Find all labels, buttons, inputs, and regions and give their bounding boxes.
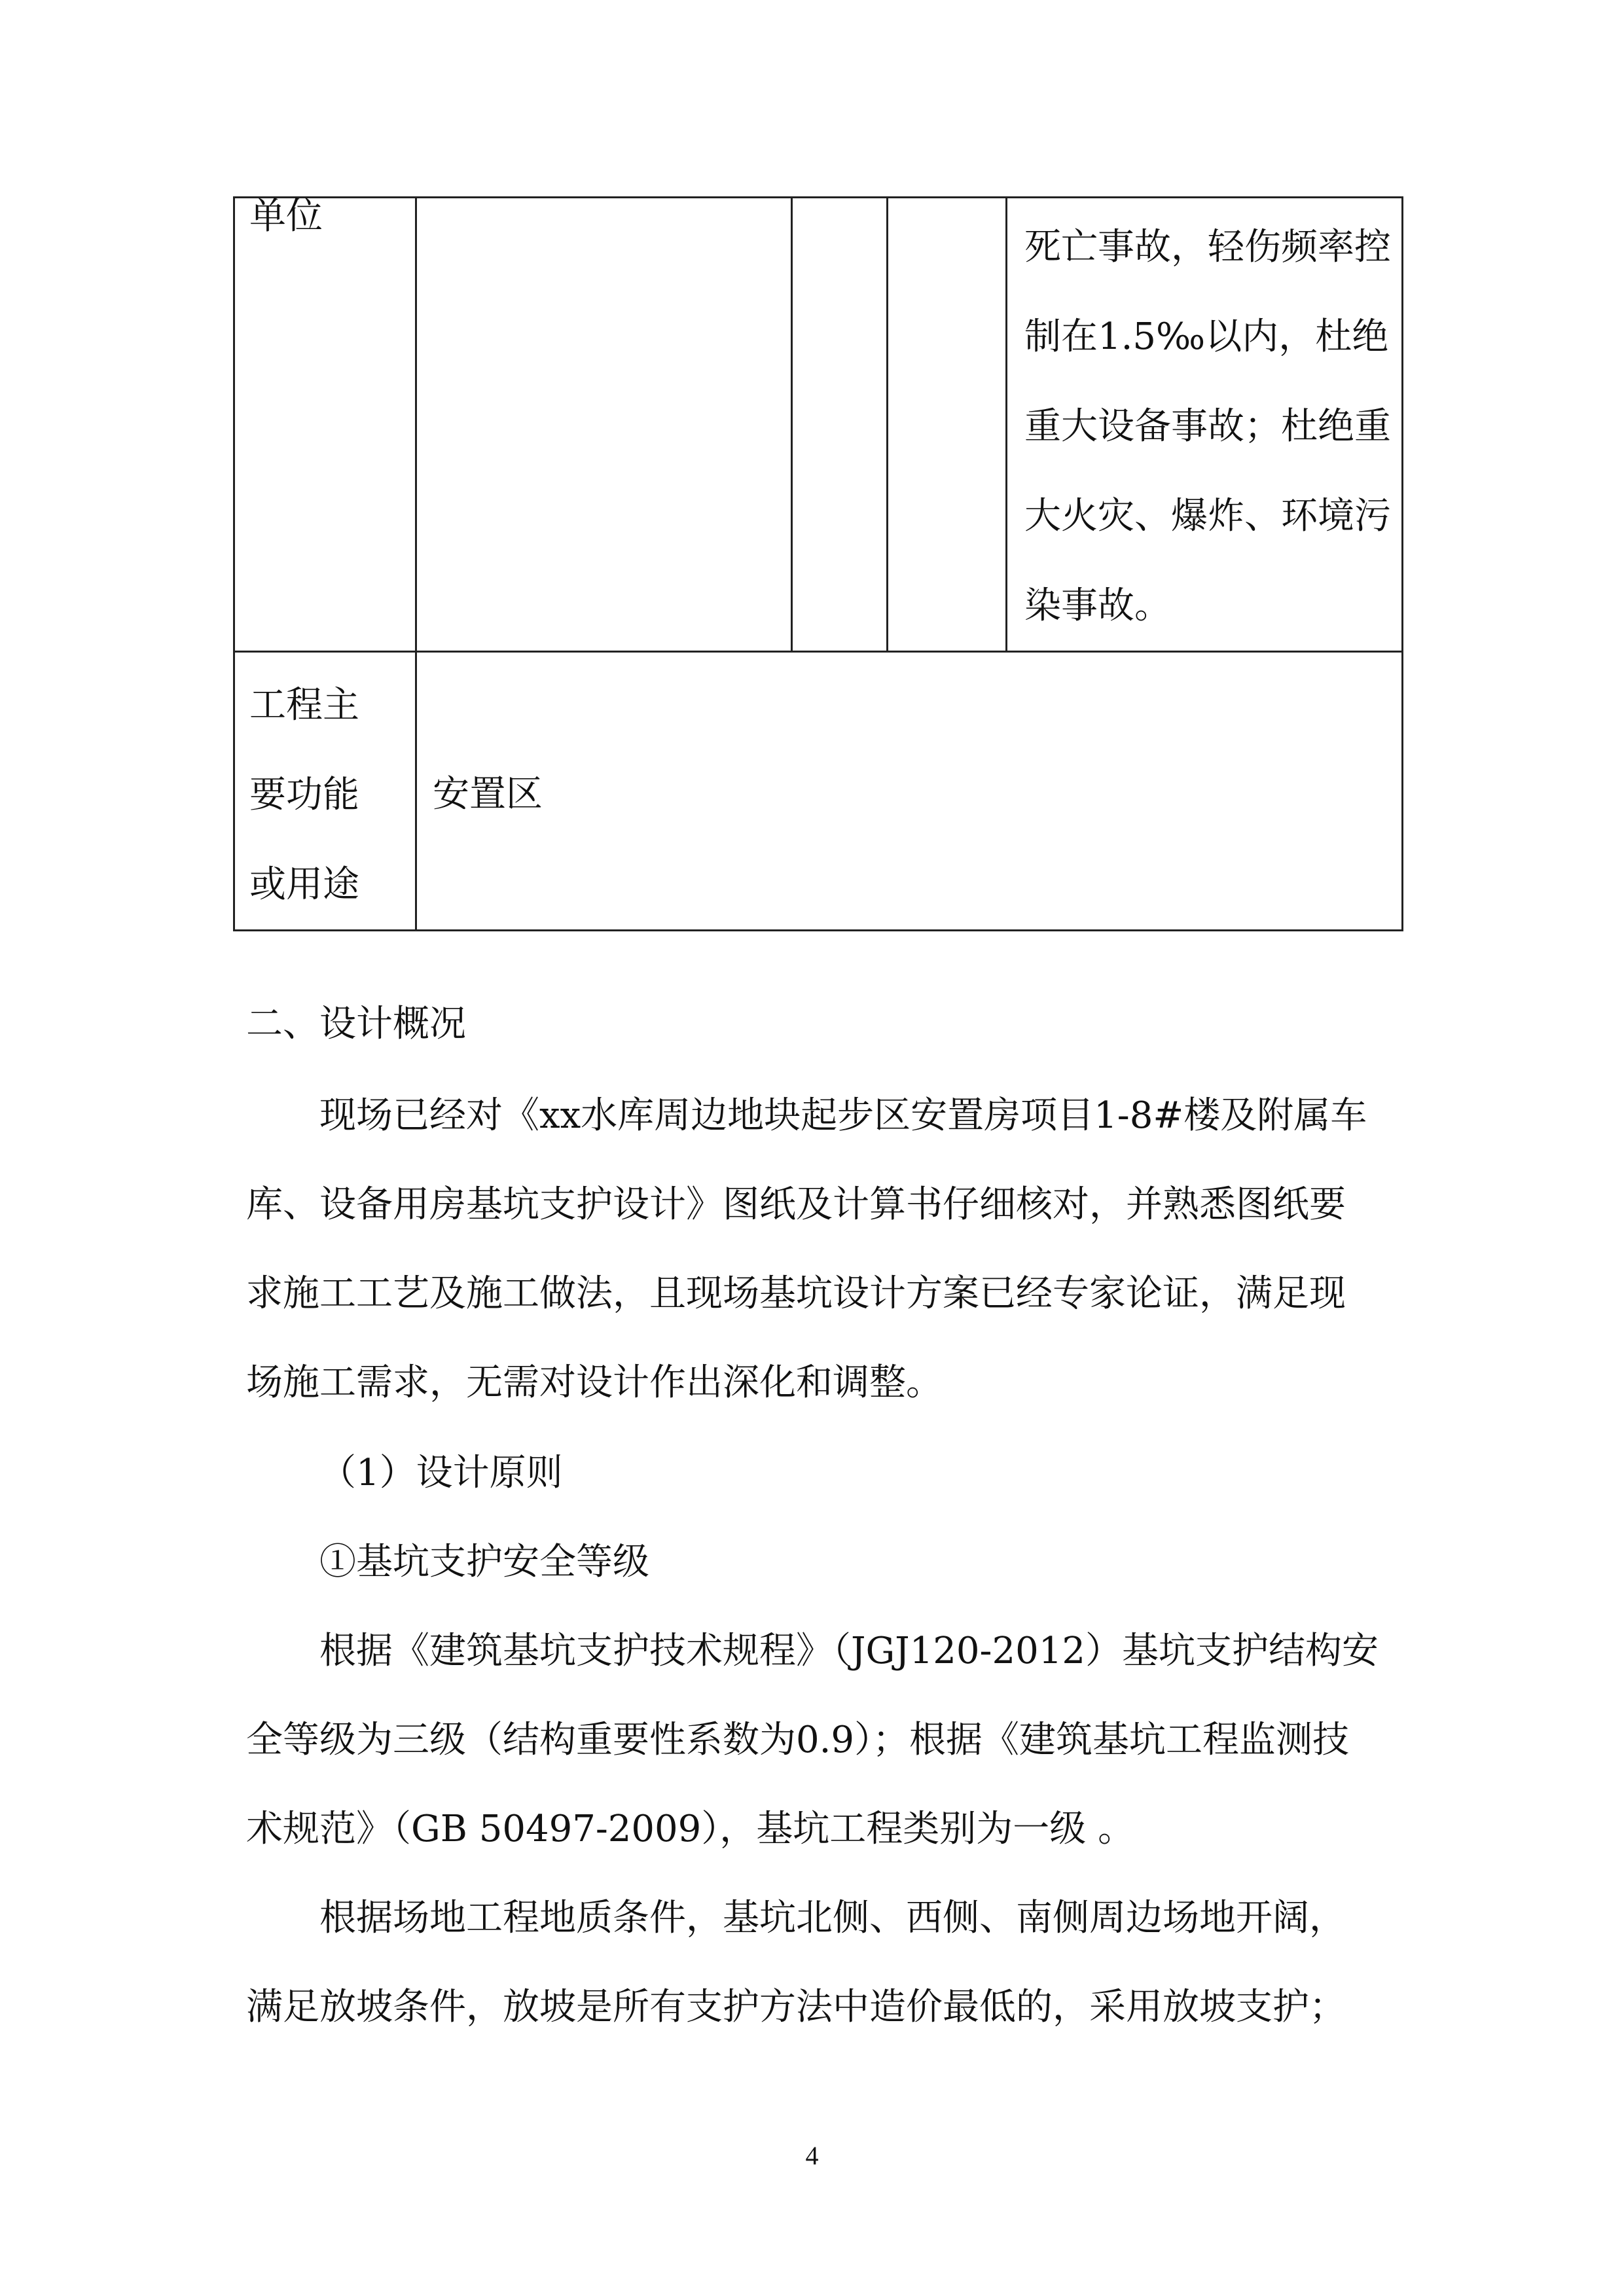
table-row	[234, 198, 1403, 652]
table-cell-empty	[888, 198, 1007, 652]
function-value-cell	[416, 652, 1403, 931]
table-cell-label	[234, 195, 416, 652]
para2-line: 满足放坡条件，放坡是所有支护方法中造价最低的，采用放坡支护；	[246, 1986, 1346, 2028]
function-label-line: 要功能	[249, 774, 359, 816]
safety-target-cell	[1007, 198, 1403, 652]
safety-target-line: 死亡事故，轻伤频率控	[1024, 226, 1391, 268]
project-info-table	[233, 196, 1403, 931]
safety-target-line: 大火灾、爆炸、环境污	[1024, 495, 1391, 537]
sub-heading: （1）设计原则	[319, 1452, 563, 1494]
para1-line: 全等级为三级（结构重要性系数为0.9）；根据《建筑基坑工程监测技	[246, 1719, 1350, 1761]
table-row	[234, 652, 1403, 931]
safety-target-line: 染事故。	[1024, 584, 1171, 627]
item-heading: ①基坑支护安全等级	[319, 1541, 649, 1583]
function-label-line: 工程主	[249, 684, 359, 726]
safety-target-line: 制在1.5‰以内，杜绝	[1024, 315, 1389, 358]
table-cell-empty	[792, 198, 888, 652]
intro-line: 求施工工艺及施工做法，且现场基坑设计方案已经专家论证，满足现	[246, 1272, 1346, 1315]
unit-label: 单位	[249, 195, 323, 238]
function-label-cell	[234, 652, 416, 931]
intro-line: 库、设备用房基坑支护设计》图纸及计算书仔细核对，并熟悉图纸要	[246, 1183, 1346, 1226]
function-label-line: 或用途	[249, 863, 359, 906]
function-value: 安置区	[433, 772, 543, 816]
page-number: 4	[805, 2141, 819, 2170]
para2-line: 根据场地工程地质条件，基坑北侧、西侧、南侧周边场地开阔，	[319, 1897, 1346, 1939]
intro-line: 现场已经对《xx水库周边地块起步区安置房项目1-8#楼及附属车	[319, 1094, 1367, 1137]
safety-target-line: 重大设备事故；杜绝重	[1024, 405, 1391, 448]
para1-line: 术规范》（GB 50497-2009），基坑工程类别为一级 。	[246, 1808, 1135, 1850]
para1-line: 根据《建筑基坑支护技术规程》（JGJ120-2012）基坑支护结构安	[319, 1630, 1379, 1672]
intro-line: 场施工需求，无需对设计作出深化和调整。	[246, 1361, 943, 1404]
section-heading: 二、设计概况	[246, 1003, 466, 1045]
table-cell-empty	[416, 198, 792, 652]
